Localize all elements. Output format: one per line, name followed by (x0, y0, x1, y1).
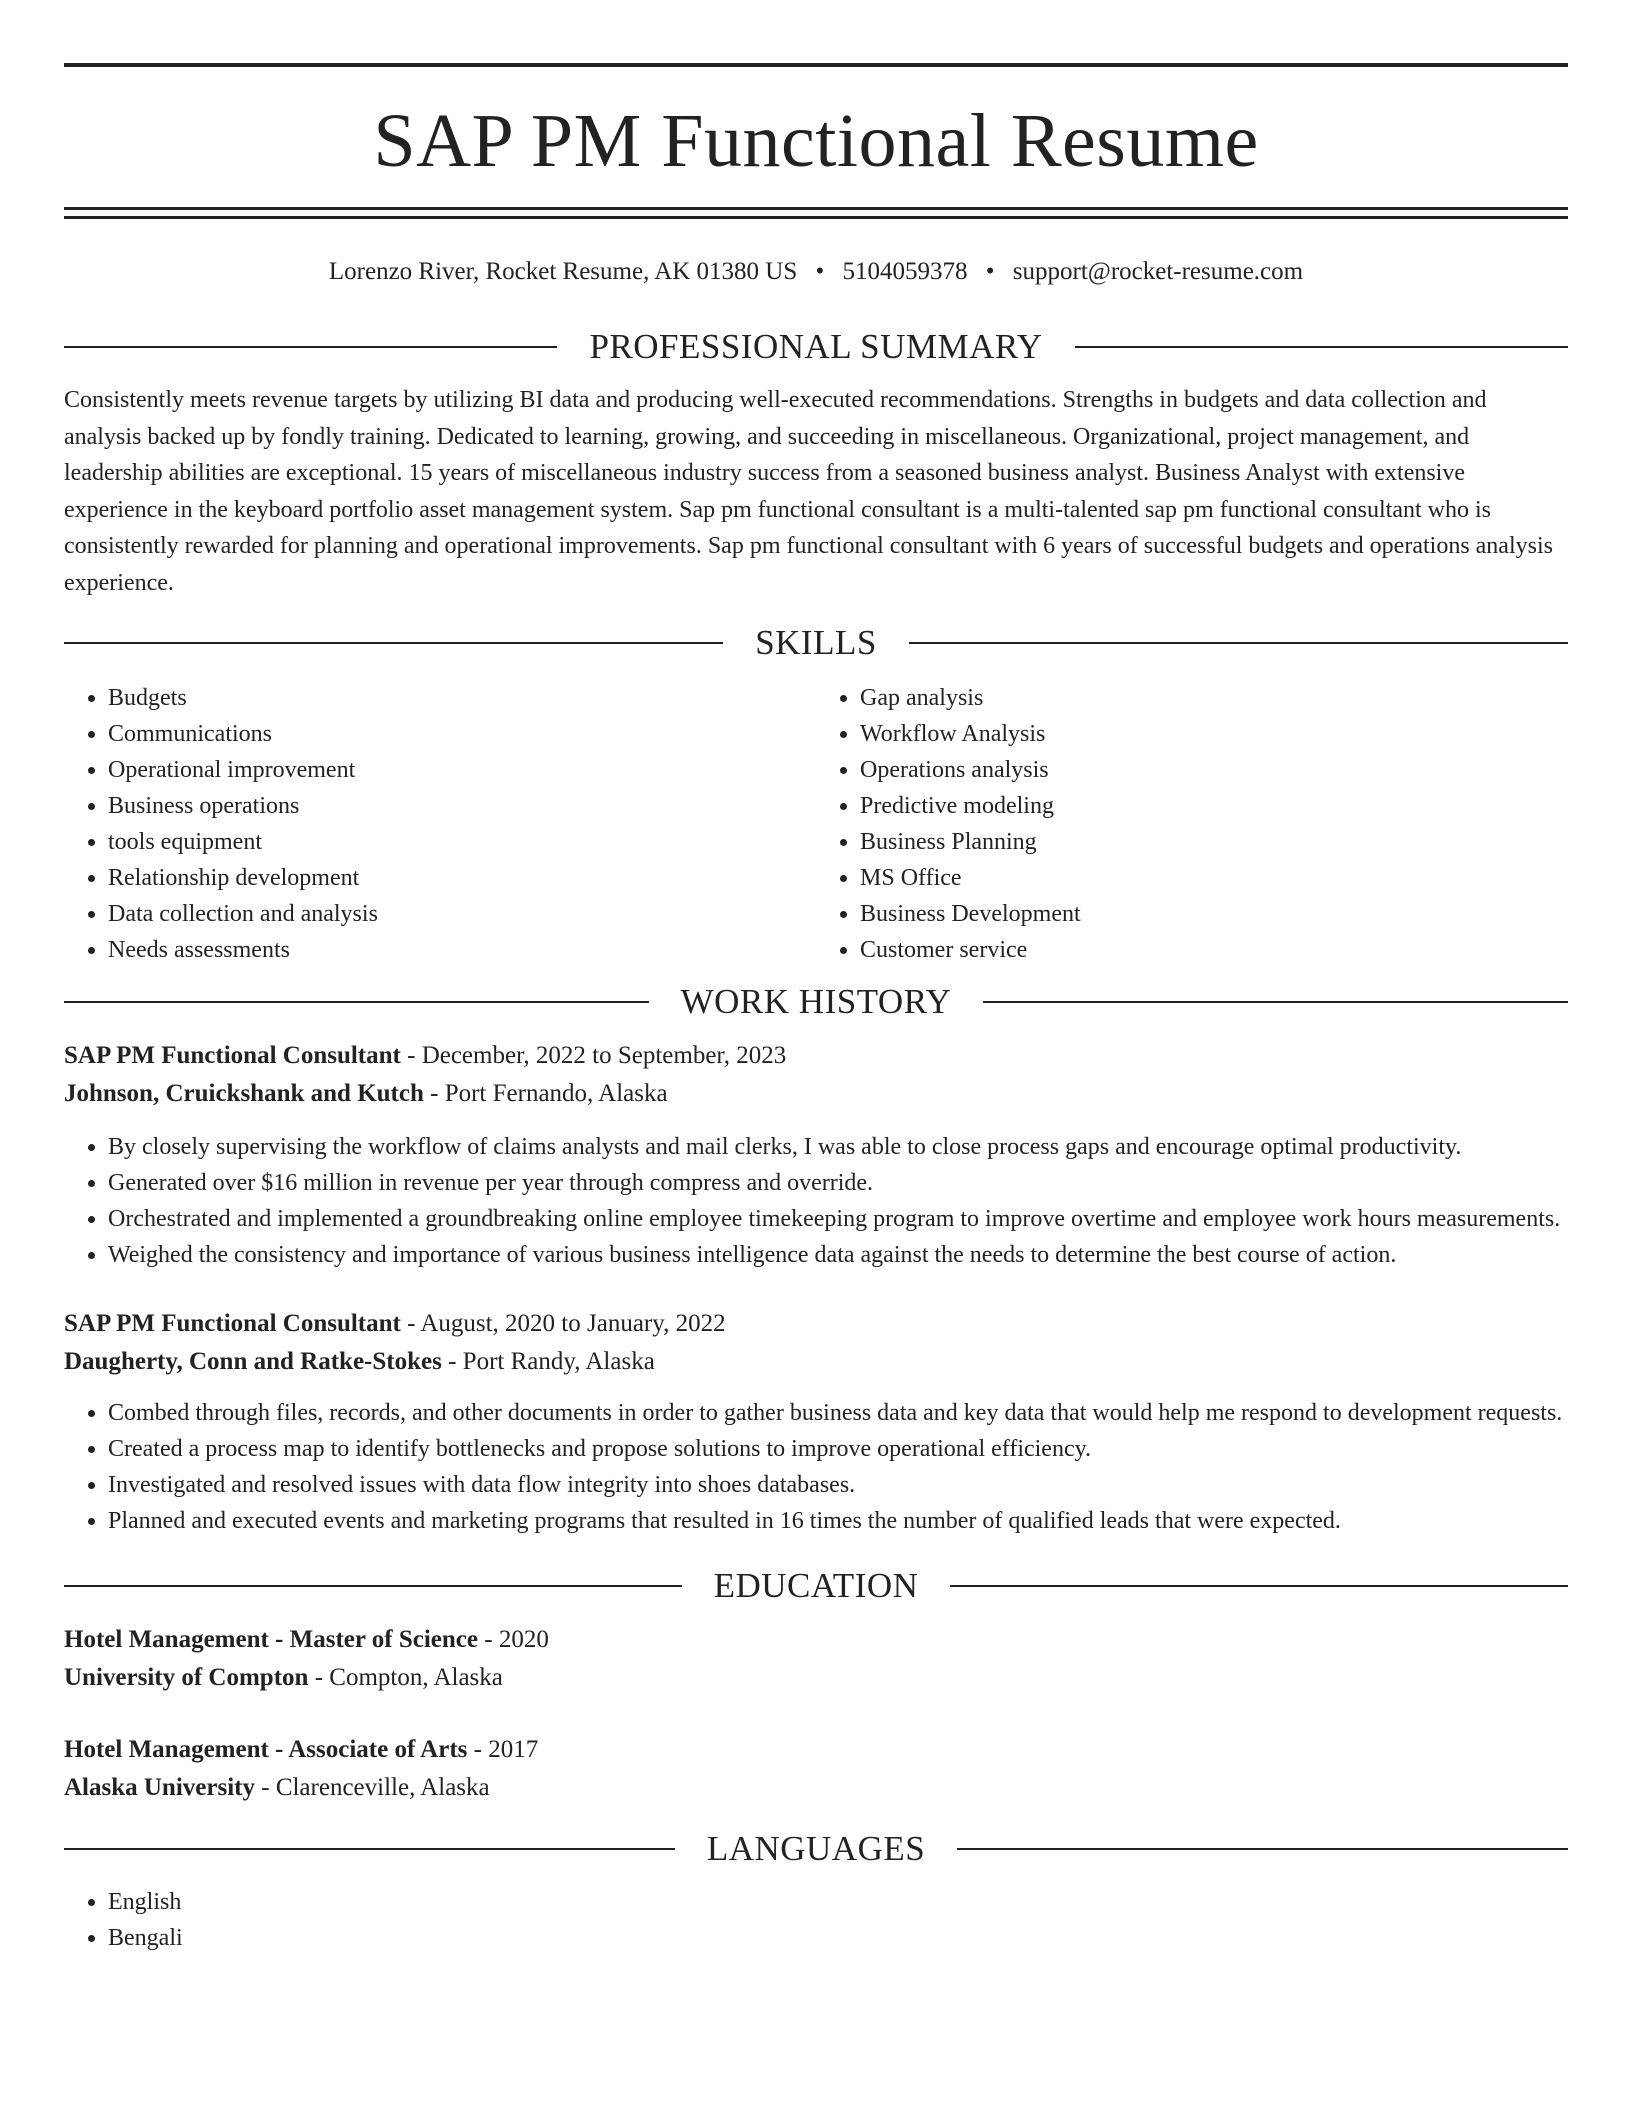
skill-item: • Gap analysis (860, 680, 1568, 716)
skill-item: • Predictive modeling (860, 788, 1568, 824)
skill-item: • Budgets (108, 680, 816, 716)
section-heading-education (64, 1561, 1568, 1611)
dash: - (407, 1042, 416, 1069)
skill-item: • MS Office (860, 860, 1568, 896)
skill-item: • tools equipment (108, 824, 816, 860)
degree: Hotel Management - Associate of Arts (64, 1736, 468, 1763)
skill-item: • Business operations (108, 788, 816, 824)
job-bullet: • Weighed the consistency and importance of various business intelligence data against the needs to determine the best course of action. (108, 1237, 1568, 1273)
dash: - (430, 1080, 439, 1107)
job-location: Port Randy, Alaska (462, 1348, 655, 1375)
dash: - (484, 1626, 493, 1653)
job-bullet: • Combed through files, records, and other documents in order to gather business data and key data that would help me respond to development requests. (108, 1395, 1568, 1431)
skill-item: • Operations analysis (860, 752, 1568, 788)
skill-item: • Business Planning (860, 824, 1568, 860)
skills-list-right (816, 680, 1568, 968)
job-location: Port Fernando, Alaska (444, 1080, 668, 1107)
school: Alaska University (64, 1774, 255, 1801)
header-double-rule (64, 207, 1568, 219)
job-title: SAP PM Functional Consultant (64, 1310, 401, 1337)
contact-phone: 5104059378 (842, 258, 968, 285)
contact-separator: • (815, 258, 825, 285)
dash: - (407, 1310, 416, 1337)
dash: - (314, 1664, 324, 1691)
contact-address: Lorenzo River, Rocket Resume, AK 01380 US (328, 258, 798, 285)
job-dates: August, 2020 to January, 2022 (420, 1310, 726, 1337)
job-company-line (64, 1075, 1568, 1113)
job-bullet: • Generated over $16 million in revenue per year through compress and override. (108, 1165, 1568, 1201)
job-title-line (64, 1305, 1568, 1343)
job-bullet: • Orchestrated and implemented a groundbreaking online employee timekeeping program to improve overtime and employee work hours measurements. (108, 1201, 1568, 1237)
job-bullets (64, 1129, 1568, 1273)
skill-item: • Data collection and analysis (108, 896, 816, 932)
skill-item: • Workflow Analysis (860, 716, 1568, 752)
degree: Hotel Management - Master of Science (64, 1626, 478, 1653)
job-dates: December, 2022 to September, 2023 (421, 1042, 787, 1069)
section-title: EDUCATION (713, 1566, 919, 1605)
job-bullets (64, 1395, 1568, 1539)
education-entry (64, 1621, 1568, 1697)
job-title-line (64, 1037, 1568, 1075)
resume-page (64, 0, 1568, 1956)
skills-grid (64, 680, 1568, 968)
job-company: Daugherty, Conn and Ratke-Stokes (64, 1348, 442, 1375)
section-title: WORK HISTORY (680, 982, 952, 1021)
language-item: • English (108, 1884, 1568, 1920)
job-entry (64, 1037, 1568, 1273)
school: University of Compton (64, 1664, 309, 1691)
job-company: Johnson, Cruickshank and Kutch (64, 1080, 424, 1107)
skill-item: • Operational improvement (108, 752, 816, 788)
resume-title: SAP PM Functional Resume (373, 99, 1259, 183)
language-item: • Bengali (108, 1920, 1568, 1956)
skill-item: • Business Development (860, 896, 1568, 932)
school-location: Clarenceville, Alaska (275, 1774, 490, 1801)
contact-email: support@rocket-resume.com (1012, 258, 1304, 285)
section-title: LANGUAGES (706, 1829, 926, 1868)
skill-item: • Relationship development (108, 860, 816, 896)
dash: - (448, 1348, 457, 1375)
job-bullet: • Created a process map to identify bottlenecks and propose solutions to improve operational efficiency. (108, 1431, 1568, 1467)
contact-line (64, 252, 1568, 292)
skill-item: • Needs assessments (108, 932, 816, 968)
job-entry (64, 1305, 1568, 1539)
job-company-line (64, 1343, 1568, 1381)
section-title: PROFESSIONAL SUMMARY (589, 327, 1043, 366)
skill-item: • Communications (108, 716, 816, 752)
degree-line (64, 1731, 1568, 1769)
section-heading-work (64, 977, 1568, 1027)
school-line (64, 1769, 1568, 1807)
degree-line (64, 1621, 1568, 1659)
school-line (64, 1659, 1568, 1697)
school-location: Compton, Alaska (329, 1664, 503, 1691)
job-bullet: • Planned and executed events and marketing programs that resulted in 16 times the number of qualified leads that were expected. (108, 1503, 1568, 1539)
job-bullet: • Investigated and resolved issues with data flow integrity into shoes databases. (108, 1467, 1568, 1503)
header-top-rule (64, 63, 1568, 67)
section-heading-summary (64, 322, 1568, 372)
summary-paragraph: Consistently meets revenue targets by utilizing BI data and producing well-executed recommendations. Strengths in budgets and data collection and analysis backed up by fondly training. Dedicated to learning, growing, and succeeding in miscellaneous. Organizational, project management, and leadership abilities are exceptional. 15 years of miscellaneous industry success from a seasoned business analyst. Business Analyst with extensive experience in the keyboard portfolio asset management system. Sap pm functional consultant is a multi-talented sap pm functional consultant who is consistently rewarded for planning and operational improvements. Sap pm functional consultant with 6 years of successful budgets and operations analysis experience. (64, 387, 1553, 596)
job-bullet: • By closely supervising the workflow of claims analysts and mail clerks, I was able to close process gaps and encourage optimal productivity. (108, 1129, 1568, 1165)
job-title: SAP PM Functional Consultant (64, 1042, 401, 1069)
section-heading-languages (64, 1824, 1568, 1874)
section-heading-skills (64, 618, 1568, 668)
skill-item: • Customer service (860, 932, 1568, 968)
section-title: SKILLS (755, 623, 877, 662)
dash: - (261, 1774, 270, 1801)
dash: - (473, 1736, 482, 1763)
education-entry (64, 1731, 1568, 1807)
degree-year: 2017 (488, 1736, 539, 1763)
skills-list-left (64, 680, 816, 968)
degree-year: 2020 (498, 1626, 549, 1653)
languages-list (64, 1884, 1568, 1956)
contact-separator: • (985, 258, 995, 285)
